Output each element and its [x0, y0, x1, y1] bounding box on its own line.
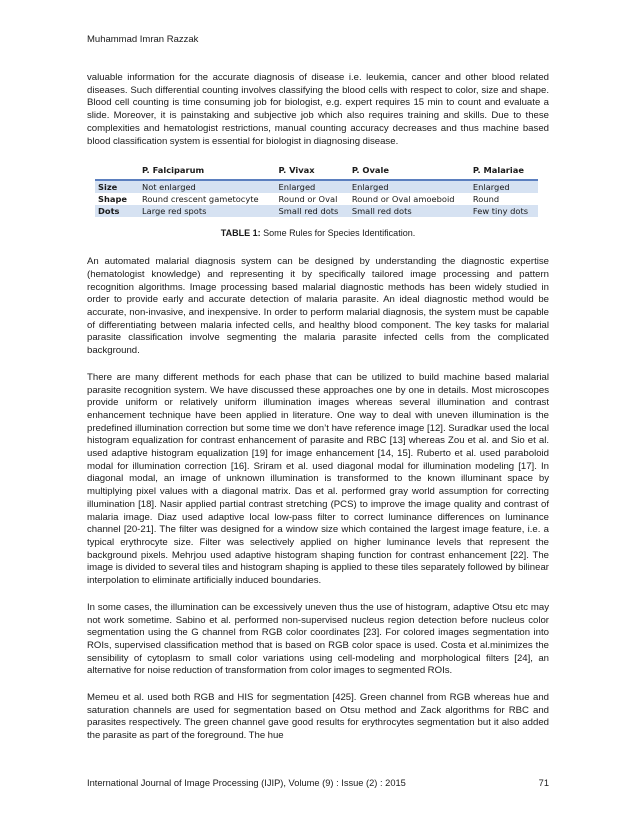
table-cell: Small red dots [349, 205, 470, 217]
table-cell: Enlarged [349, 180, 470, 193]
table-header-cell: P. Malariae [470, 162, 538, 180]
paragraph: An automated malarial diagnosis system can be designed by understanding the diagnostic expertise (hematologist knowledge) and representing it by specifically tailored image processing and pattern recognition algorithms. Image processing based malarial diagnostic methods has been widely studied in order to provide early and accurate detection of malaria parasite. An ideal diagnostic method would be accurate, non-invasive, and inexpensive. In order to perform malarial diagnosis, the system must be capable of differentiating between malaria infected cells, and healthy blood component. The key tasks for malarial parasite classification involve segmenting the malaria parasite infected cells from the complicated background. [87, 256, 549, 357]
journal-citation: International Journal of Image Processing (IJIP), Volume (9) : Issue (2) : 2015 [87, 778, 406, 788]
table-header-row [95, 162, 538, 180]
table-cell: Few tiny dots [470, 205, 538, 217]
paragraph: In some cases, the illumination can be excessively uneven thus the use of histogram, adaptive Otsu etc may not work sometime. Sabino et al. performed non-supervised nucleus region detection before nucleus color segmentation using the G channel from RGB color coordinates [23]. For colored images segmentation into ROIs, supervised classification method that is based on RGB color space is used. Costa et al.minimizes the sensibility of cytoplasm to small color variations using cell-modeling and morphological filters [24], an alternative for noise reduction of transformation from color images to segmented ROIs. [87, 601, 549, 677]
table-row [95, 180, 538, 193]
table-header-cell: P. Falciparum [139, 162, 276, 180]
paragraph: There are many different methods for each phase that can be utilized to build machine based malarial parasite recognition system. We have discussed these approaches one by one in details. Most microscopes provide uniform or relatively uniform illumination images whereas several illumination and contrast enhancement technique have been applied in literature. One way to deal with uneven illumination is the predefined illumination correction but some time we don’t have reference image [12]. Suradkar used the local histogram equalization for contrast enhancement of parasite and RBC [13] whereas Zou et al. and Sio et al. used adaptive histogram equalization [19] for image enhancement [14, 15]. Ruberto et al. used paraboloid modal for illumination correction [16]. Sriram et al. used diagonal modal for illumination modeling [17]. In diagonal modal, an image of unknown illumination is transformed to the known illuminant space by multiplying pixel values with a diagonal matrix. Das et al. performed gray world assumption for correcting illumination [18]. Nasir applied partial contrast stretching (PCS) to improve the image quality and contrast of malaria image. Diaz used adaptive local low-pass filter to correct luminance differences on luminance channel [20-21]. The filter was designed for a window size which contained the largest image feature, i.e. a typical erythrocyte size. Filter was selectively applied on higher luminance levels that represent the background pixels. Mehrjou used adaptive histogram shaping function for contrast enhancement [22]. The image is divided to several tiles and histogram shaping is applied to these tiles separately followed by bilinear interpolation to eliminate artificially induced boundaries. [87, 371, 549, 587]
table-cell: Round or Oval amoeboid [351, 194, 455, 205]
table-row [95, 205, 538, 217]
page-number: 71 [538, 778, 549, 788]
table-header-cell [95, 162, 139, 180]
table-cell: Round or Oval [278, 194, 338, 205]
caption-text: Some Rules for Species Identification. [260, 228, 416, 239]
paragraph: Memeu et al. used both RGB and HIS for segmentation [425]. Green channel from RGB whereas hue and saturation channels are used for segmentation based on Otsu method and Zack algorithms for RBC and parasites respectively. The green channel gave good results for erythrocytes segmentation but it also added the parasite as part of the foreground. The hue [87, 692, 549, 742]
paragraph: valuable information for the accurate diagnosis of disease i.e. leukemia, cancer and other blood related diseases. Such differential counting involves classifying the blood cells with respect to color, size and shape. Blood cell counting is time consuming job for biologist, e.g. expert requires 15 min to count and evaluate a slide. Moreover, it is painstaking and subjective job which also requires training and skills. Due to these complexities and hematologist restrictions, manual counting accuracy decreases and thus machine based blood classification system is essential for biologist in diagnosing disease. [87, 72, 549, 147]
table-cell: Round [472, 194, 500, 205]
row-label: Shape [98, 194, 128, 205]
table-caption [87, 228, 549, 238]
table-cell: Round crescent gametocyte [142, 194, 259, 205]
page-footer [87, 778, 549, 788]
running-header: Muhammad Imran Razzak [87, 34, 199, 45]
row-label: Dots [95, 205, 139, 217]
table-cell: Large red spots [139, 205, 276, 217]
table-cell: Enlarged [470, 180, 538, 193]
caption-label: TABLE 1: [220, 228, 261, 239]
table-header-cell: P. Vivax [276, 162, 349, 180]
table-header-cell: P. Ovale [349, 162, 470, 180]
table-row [95, 193, 538, 205]
table-cell: Small red dots [276, 205, 349, 217]
species-rules-table [95, 162, 538, 217]
page-content [87, 72, 549, 757]
table-cell: Enlarged [276, 180, 349, 193]
table-cell: Not enlarged [139, 180, 276, 193]
row-label: Size [95, 180, 139, 193]
